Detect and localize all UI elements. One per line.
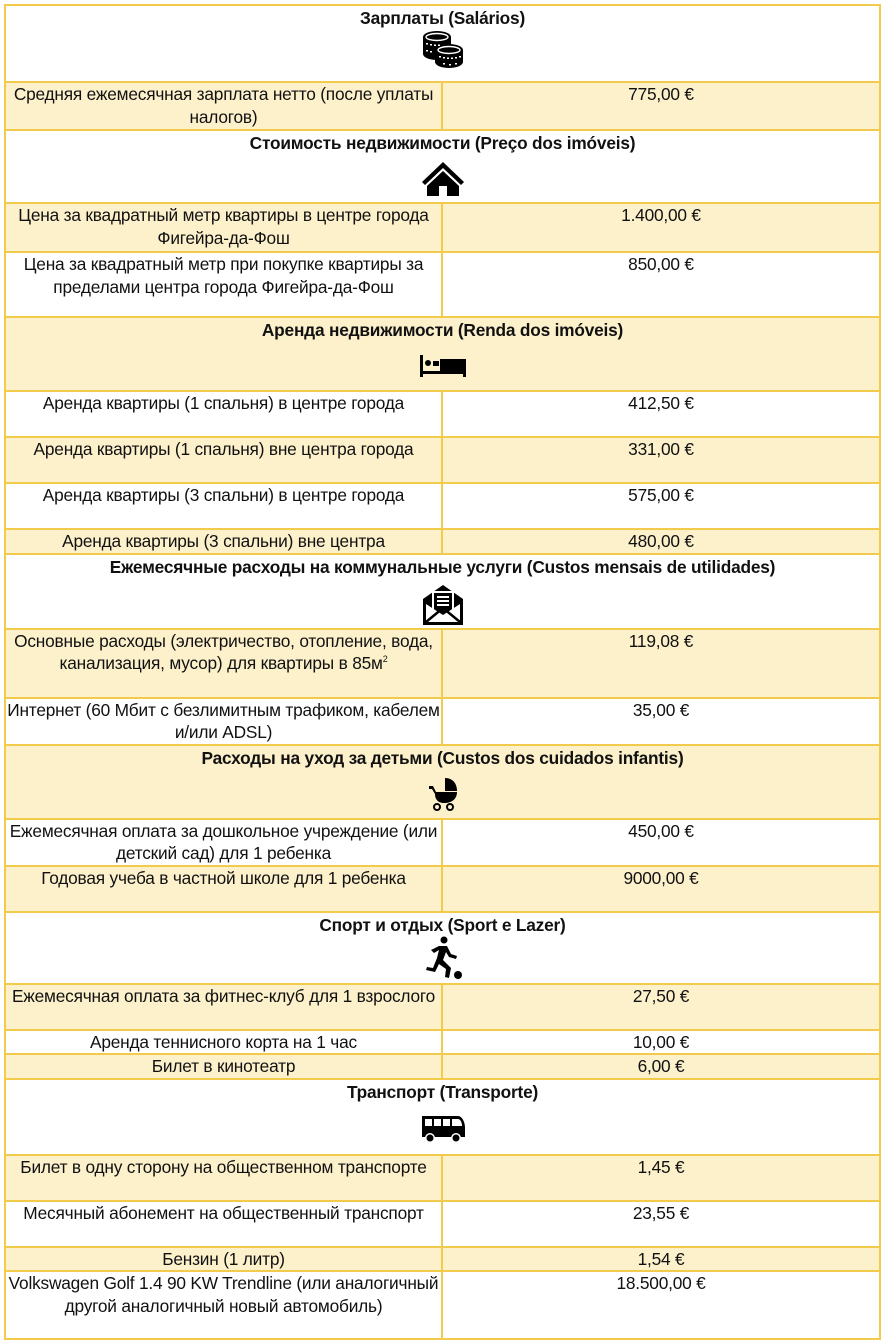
table-row xyxy=(5,252,880,317)
row-value: 850,00 € xyxy=(442,252,880,317)
row-label: Билет в одну сторону на общественном транспорте xyxy=(5,1155,442,1201)
section-header-property-prices xyxy=(5,130,880,203)
table-row xyxy=(5,1201,880,1247)
table-row xyxy=(5,391,880,437)
section-title: Стоимость недвижимости (Preço dos imóveis) xyxy=(249,133,636,153)
row-label: Аренда теннисного корта на 1 час xyxy=(5,1030,442,1055)
section-header-salaries xyxy=(5,5,880,82)
table-row xyxy=(5,1155,880,1201)
bed-icon xyxy=(420,354,466,378)
section-header-rent xyxy=(5,317,880,391)
row-label: Средняя ежемесячная зарплата нетто (после уплаты налогов) xyxy=(5,82,442,130)
row-value: 9000,00 € xyxy=(442,866,880,912)
row-value: 10,00 € xyxy=(442,1030,880,1055)
row-value: 775,00 € xyxy=(442,82,880,130)
table-row xyxy=(5,529,880,554)
baby-stroller-icon xyxy=(427,777,459,811)
coins-icon xyxy=(419,30,467,68)
row-label: Аренда квартиры (3 спальни) вне центра xyxy=(5,529,442,554)
row-label: Бензин (1 литр) xyxy=(5,1247,442,1272)
row-label: Аренда квартиры (3 спальни) в центре города xyxy=(5,483,442,529)
table-row xyxy=(5,984,880,1030)
table-row xyxy=(5,437,880,483)
section-title: Ежемесячные расходы на коммунальные услуги (Custos mensais de utilidades) xyxy=(109,556,776,577)
row-value: 480,00 € xyxy=(442,529,880,554)
table-row xyxy=(5,1030,880,1055)
superscript: 2 xyxy=(382,654,388,664)
row-label-text: Основные расходы (электричество, отопление, вода, канализация, мусор) для квартиры в 85м xyxy=(14,630,433,673)
table-row xyxy=(5,1054,880,1079)
row-value: 27,50 € xyxy=(442,984,880,1030)
row-label: Билет в кинотеатр xyxy=(5,1054,442,1079)
row-value: 35,00 € xyxy=(442,698,880,745)
row-value: 450,00 € xyxy=(442,819,880,866)
row-label: Интернет (60 Мбит с безлимитным трафиком, кабелем и/или ADSL) xyxy=(5,698,442,745)
row-value: 575,00 € xyxy=(442,483,880,529)
row-value: 1,45 € xyxy=(442,1155,880,1201)
row-value: 331,00 € xyxy=(442,437,880,483)
table-row xyxy=(5,203,880,252)
row-value: 412,50 € xyxy=(442,391,880,437)
table-row xyxy=(5,1247,880,1272)
table-row xyxy=(5,1271,880,1339)
table-row xyxy=(5,866,880,912)
section-title: Спорт и отдых (Sport e Lazer) xyxy=(319,914,566,935)
section-header-utilities xyxy=(5,554,880,629)
row-value: 6,00 € xyxy=(442,1054,880,1079)
section-header-childcare xyxy=(5,745,880,819)
section-title: Аренда недвижимости (Renda dos imóveis) xyxy=(261,320,624,340)
cost-of-living-table xyxy=(4,4,881,1340)
table-row xyxy=(5,629,880,698)
row-label: Ежемесячная оплата за дошкольное учреждение (или детский сад) для 1 ребенка xyxy=(5,819,442,866)
row-label: Volkswagen Golf 1.4 90 KW Trendline (или аналогичный другой аналогичный новый автомобиль) xyxy=(5,1271,442,1339)
row-label: Цена за квадратный метр квартиры в центре города Фигейра-да-Фош xyxy=(5,203,442,252)
football-player-icon xyxy=(423,936,463,980)
row-label: Аренда квартиры (1 спальня) вне центра города xyxy=(5,437,442,483)
row-value: 1,54 € xyxy=(442,1247,880,1272)
row-value: 23,55 € xyxy=(442,1201,880,1247)
table-row xyxy=(5,82,880,130)
row-label: Цена за квадратный метр при покупке квартиры за пределами центра города Фигейра-да-Фош xyxy=(5,252,442,317)
house-icon xyxy=(421,161,465,197)
section-title: Расходы на уход за детьми (Custos dos cuidados infantis) xyxy=(201,747,684,768)
section-header-transport xyxy=(5,1079,880,1155)
section-title: Зарплаты (Salários) xyxy=(360,8,525,28)
row-label: Аренда квартиры (1 спальня) в центре города xyxy=(5,391,442,437)
bus-icon xyxy=(420,1114,466,1144)
table-row xyxy=(5,819,880,866)
row-value: 119,08 € xyxy=(442,629,880,698)
row-label: Годовая учеба в частной школе для 1 ребенка xyxy=(5,866,442,912)
section-title: Транспорт (Transporte) xyxy=(346,1081,539,1102)
table-row xyxy=(5,483,880,529)
row-label: Ежемесячная оплата за фитнес-клуб для 1 взрослого xyxy=(5,984,442,1030)
row-value: 1.400,00 € xyxy=(442,203,880,252)
row-value: 18.500,00 € xyxy=(442,1271,880,1339)
envelope-letter-icon xyxy=(421,584,465,626)
row-label xyxy=(5,629,442,698)
table-row xyxy=(5,698,880,745)
section-header-sport xyxy=(5,912,880,984)
row-label: Месячный абонемент на общественный транспорт xyxy=(5,1201,442,1247)
